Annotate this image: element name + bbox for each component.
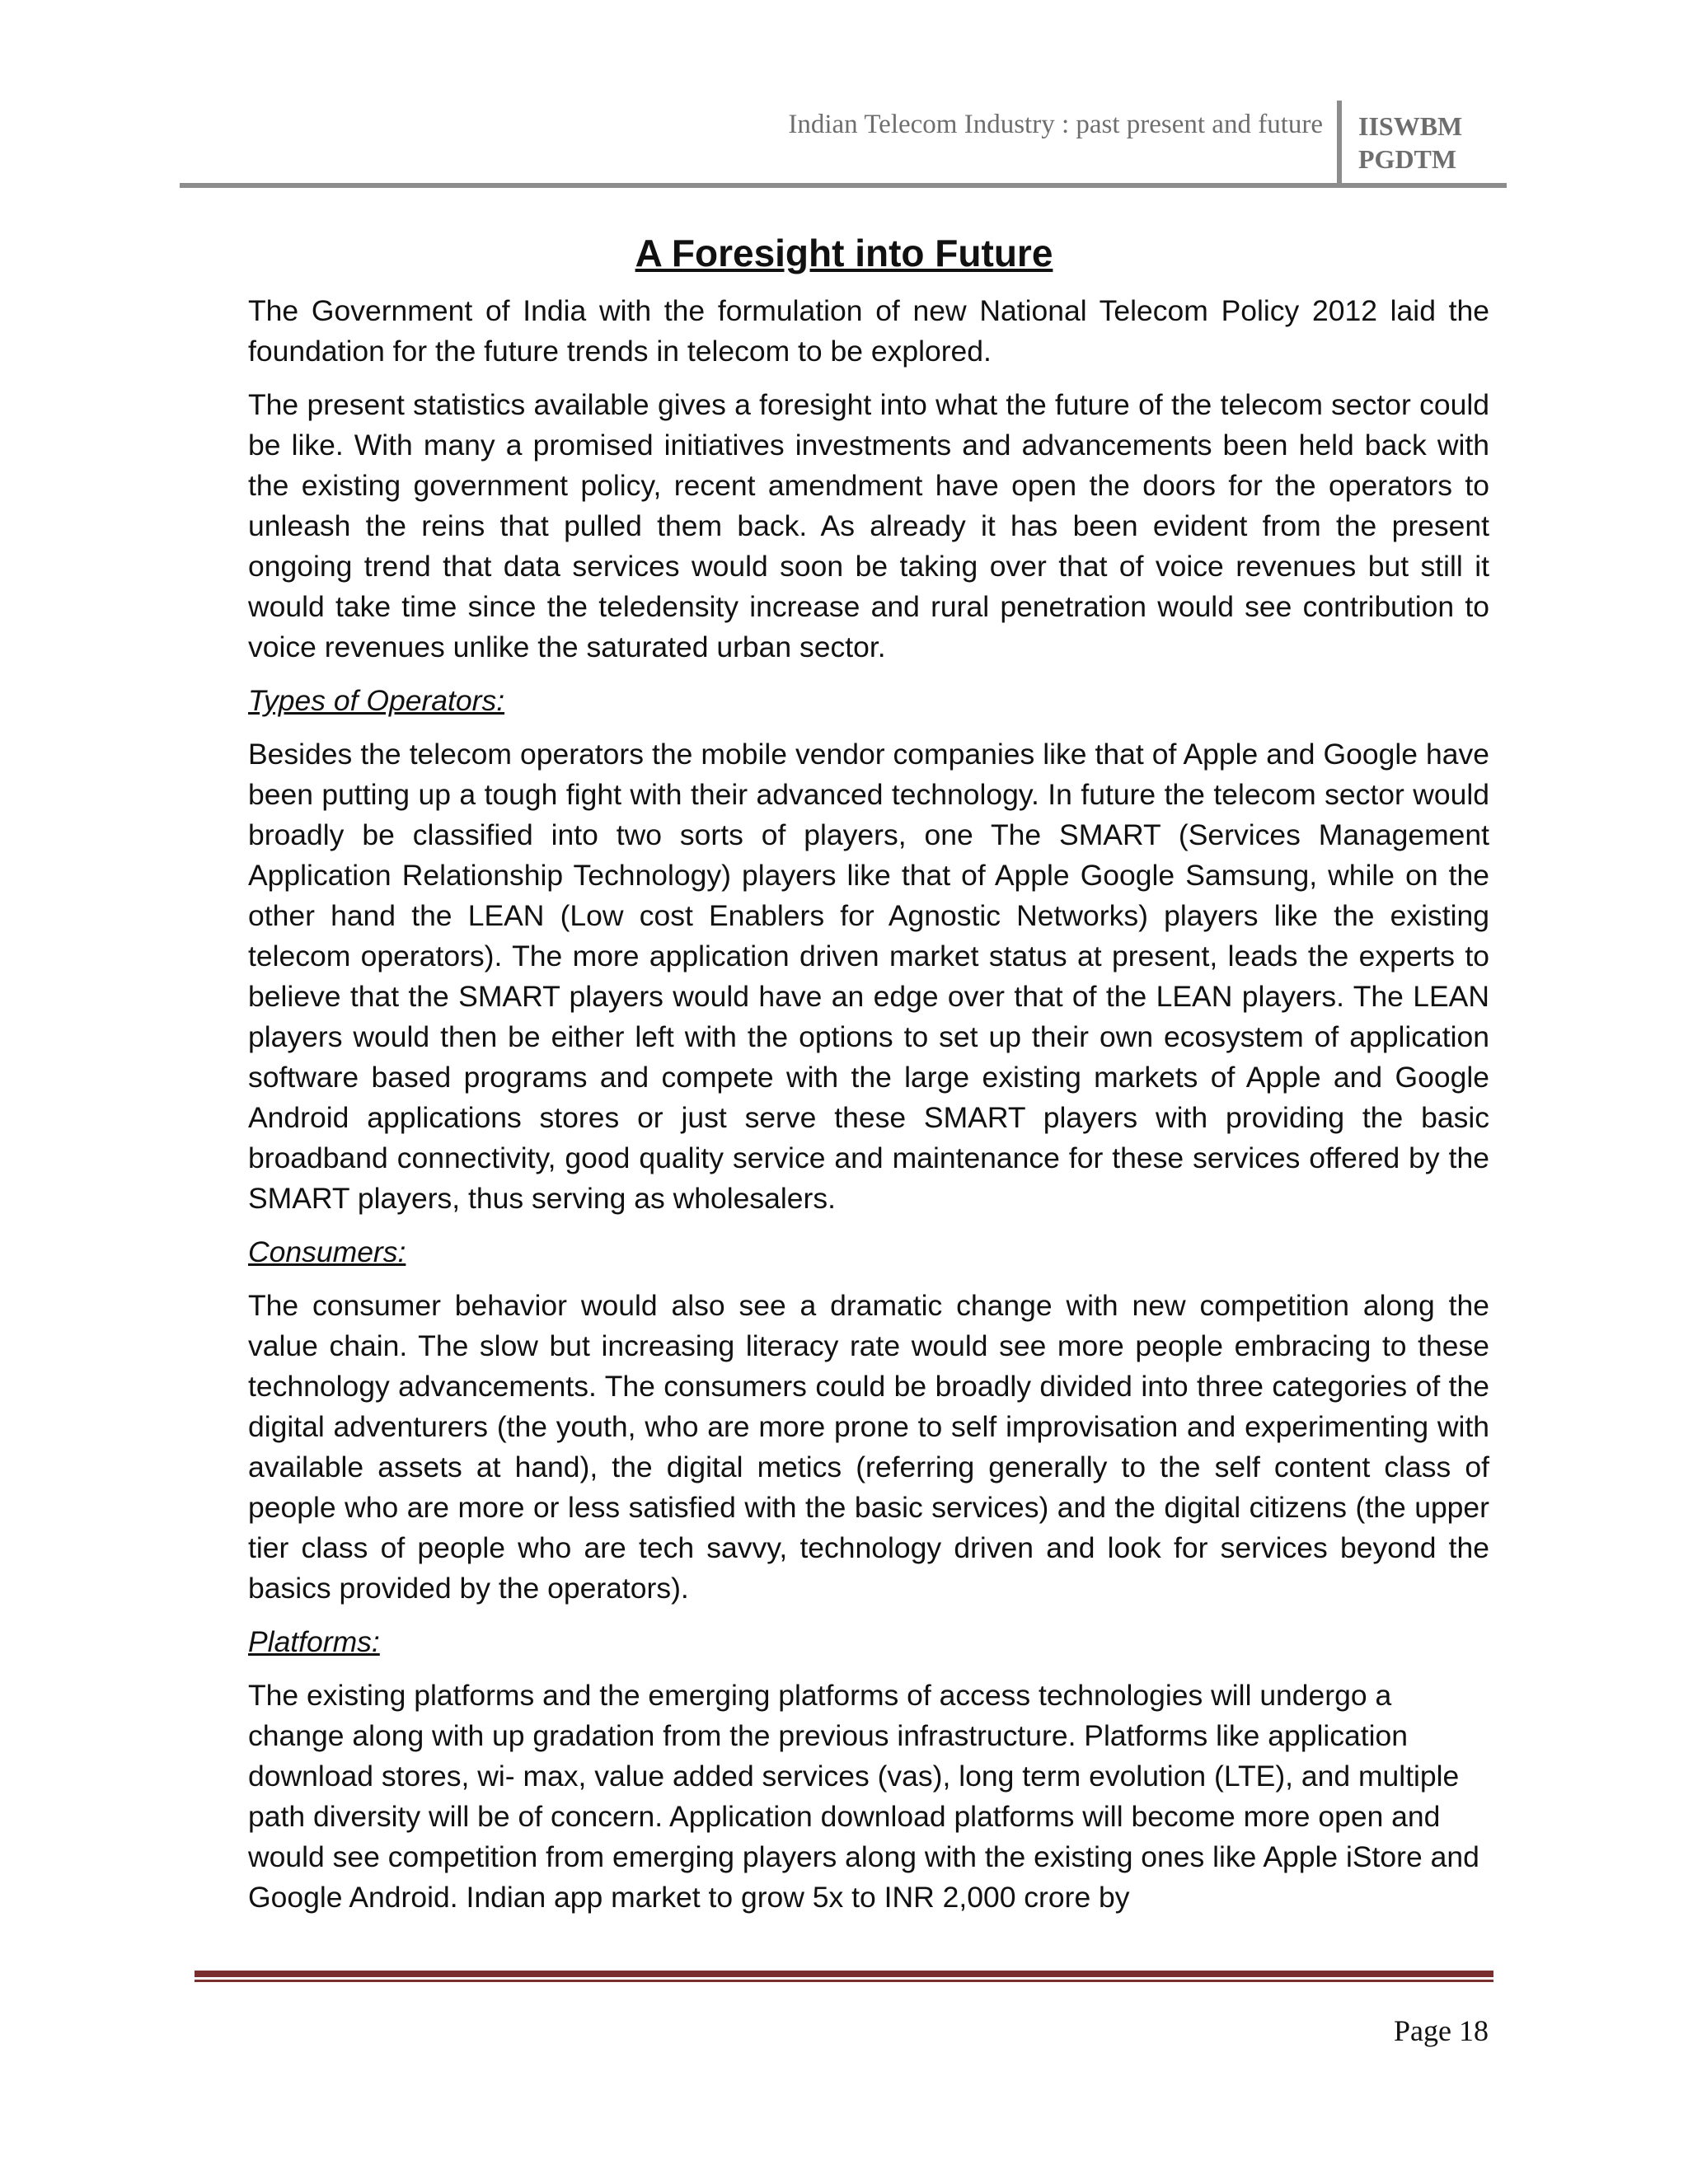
consumers-heading: Consumers:	[248, 1235, 406, 1268]
header-rule	[180, 183, 1507, 188]
operators-heading: Types of Operators:	[248, 684, 505, 717]
platforms-paragraph: The existing platforms and the emerging platforms of access technologies will undergo a change along with up gradation from the previous infrastructure. Platforms like application download stores, wi- max, value added services (vas), long term evolution (LTE), and multiple path diversity will be of concern. Application download platforms will become more open and would see competition from emerging players along with the existing ones like Apple iStore and Google Android. Indian app market to grow 5x to INR 2,000 crore by	[248, 1679, 1479, 1914]
page-title: A Foresight into Future	[635, 232, 1053, 274]
footer-rule	[195, 1971, 1493, 1977]
header-org-line1: IISWBM	[1358, 111, 1463, 141]
intro-paragraph-2: The present statistics available gives a foresight into what the future of the telecom sector could be like. With many a promised initiatives investments and advancements been held back with the existing government policy, recent amendment have open the doors for the operators to unleash the reins that pulled them back. As already it has been evident from the present ongoing trend that data services would soon be taking over that of voice revenues but still it would take time since the teledensity increase and rural penetration would see contribution to voice revenues unlike the saturated urban sector.	[248, 388, 1489, 663]
platforms-heading: Platforms:	[248, 1625, 380, 1658]
footer-rule-thin	[195, 1980, 1493, 1982]
page-number: Page 18	[1394, 2014, 1489, 2047]
page-body	[248, 291, 1489, 1931]
header-org-line2: PGDTM	[1358, 144, 1457, 174]
consumers-paragraph: The consumer behavior would also see a dramatic change with new competition along the value chain. The slow but increasing literacy rate would see more people embracing to these technology advancements. The consumers could be broadly divided into three categories of the digital adventurers (the youth, who are more prone to self improvisation and experimenting with available assets at hand), the digital metics (referring generally to the self content class of people who are more or less satisfied with the basic services) and the digital citizens (the upper tier class of people who are tech savvy, technology driven and look for services beyond the basics provided by the operators).	[248, 1289, 1489, 1605]
operators-paragraph: Besides the telecom operators the mobile vendor companies like that of Apple and Google have been putting up a tough fight with their advanced technology. In future the telecom sector would broadly be classified into two sorts of players, one The SMART (Services Management Application Relationship Technology) players like that of Apple Google Samsung, while on the other hand the LEAN (Low cost Enablers for Agnostic Networks) players like the existing telecom operators). The more application driven market status at present, leads the experts to believe that the SMART players would have an edge over that of the LEAN players. The LEAN players would then be either left with the options to set up their own ecosystem of application software based programs and compete with the large existing markets of Apple and Google Android applications stores or just serve these SMART players with providing the basic broadband connectivity, good quality service and maintenance for these services offered by the SMART players, thus serving as wholesalers.	[248, 738, 1489, 1215]
intro-paragraph-1: The Government of India with the formulation of new National Telecom Policy 2012 laid the foundation for the future trends in telecom to be explored.	[248, 294, 1489, 368]
running-header-title: Indian Telecom Industry : past present and future	[788, 110, 1323, 139]
header-vertical-divider	[1337, 101, 1342, 185]
header-organization	[1358, 110, 1462, 176]
